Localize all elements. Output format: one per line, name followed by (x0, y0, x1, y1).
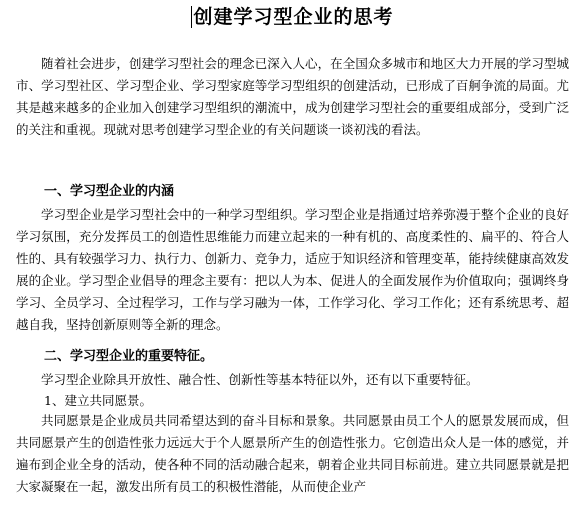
section1-paragraph: 学习型企业是学习型社会中的一种学习型组织。学习型企业是指通过培养弥漫于整个企业的良好学习氛围，充分发挥员工的创造性思维能力而建立起来的一种有机的、高度柔性的、扁平的、符合人性的、具有较强学习力、执行力、创新力、竞争力，适应于知识经济和管理变革，能持续健康高效发展的企业。学习型企业倡导的理念主要有：把以人为本、促进人的全面发展作为价值取向；强调终身学习、全员学习、全过程学习，工作与学习融为一体，工作学习化、学习工作化；还有系统思考、超越自我，坚持创新原则等全新的理念。 (16, 207, 569, 332)
section2-heading: 二、学习型企业的重要特征。 (44, 349, 214, 364)
section2-intro-paragraph: 学习型企业除具开放性、融合性、创新性等基本特征以外，还有以下重要特征。 (41, 372, 479, 387)
document-title: 创建学习型企业的思考 (193, 6, 394, 28)
intro-paragraph: 随着社会进步，创建学习型社会的理念已深入人心，在全国众多城市和地区大力开展的学习型城市、学习型社区、学习型企业、学习型家庭等学习型组织的创建活动，已形成了百舸争流的局面。尤其是越来越多的企业加入创建学习型组织的潮流中，成为创建学习型社会的重要组成部分，受到广泛的关注和重视。现就对思考创建学习型企业的有关问题谈一谈初浅的看法。 (16, 56, 569, 137)
section2-item1-paragraph: 共同愿景是企业成员共同希望达到的奋斗目标和景象。共同愿景由员工个人的愿景发展而成，但共同愿景产生的创造性张力远远大于个人愿景所产生的创造性张力。它创造出众人是一体的感觉，并遍布到企业全身的活动，使各种不同的活动融合起来，朝着企业共同目标前进。建立共同愿景就是把大家凝聚在一起，激发出所有员工的积极性潜能，从而使企业产 (16, 413, 569, 494)
section2-item1-heading: 1、建立共同愿景。 (44, 393, 152, 408)
section1-heading: 一、学习型企业的内涵 (44, 184, 175, 199)
document-title-line (0, 6, 585, 28)
